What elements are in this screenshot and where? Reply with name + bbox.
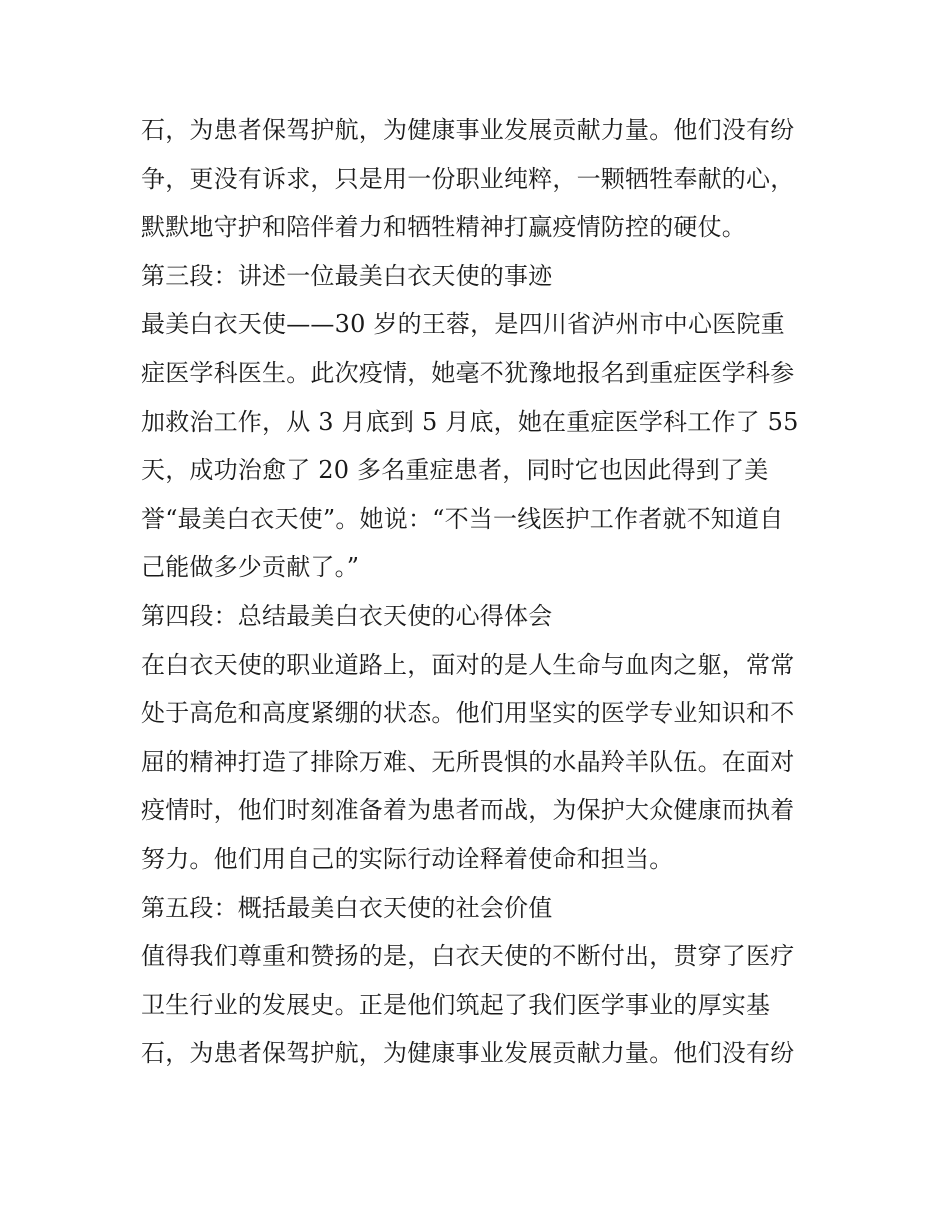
body-text: [141, 106, 821, 1078]
text-line: 在白衣天使的职业道路上，面对的是人生命与血肉之躯，常常: [141, 650, 795, 679]
text-line: 石，为患者保驾护航，为健康事业发展贡献力量。他们没有纷: [141, 1039, 795, 1068]
text-line: 天，成功治愈了 20 多名重症患者，同时它也因此得到了美: [141, 456, 769, 485]
text-line: 加救治工作，从 3 月底到 5 月底，她在重症医学科工作了 55: [141, 407, 799, 436]
text-line: 默默地守护和陪伴着力和牺牲精神打赢疫情防控的硬仗。: [141, 213, 746, 242]
text-line: 争，更没有诉求，只是用一份职业纯粹，一颗牺牲奉献的心，: [141, 164, 795, 193]
text-line: 卫生行业的发展史。正是他们筑起了我们医学事业的厚实基: [141, 990, 771, 1019]
section-heading-5: 第五段：概括最美白衣天使的社会价值: [141, 893, 553, 922]
section-heading-4: 第四段：总结最美白衣天使的心得体会: [141, 601, 553, 630]
text-line: 屈的精神打造了排除万难、无所畏惧的水晶羚羊队伍。在面对: [141, 747, 795, 776]
text-line: 症医学科医生。此次疫情，她毫不犹豫地报名到重症医学科参: [141, 358, 795, 387]
text-line: 石，为患者保驾护航，为健康事业发展贡献力量。他们没有纷: [141, 116, 795, 144]
text-line: 誉“最美白衣天使”。她说：“不当一线医护工作者就不知道自: [141, 504, 784, 533]
text-line: 努力。他们用自己的实际行动诠释着使命和担当。: [141, 844, 674, 873]
text-line: 最美白衣天使——30 岁的王蓉，是四川省泸州市中心医院重: [141, 310, 785, 339]
text-line: 值得我们尊重和赞扬的是，白衣天使的不断付出，贯穿了医疗: [141, 942, 795, 971]
text-line: 疫情时，他们时刻准备着为患者而战，为保护大众健康而执着: [141, 796, 795, 825]
section-heading-3: 第三段：讲述一位最美白衣天使的事迹: [141, 261, 553, 290]
text-line: 处于高危和高度紧绷的状态。他们用坚实的医学专业知识和不: [141, 699, 795, 728]
text-line: 己能做多少贡献了。”: [141, 553, 360, 582]
